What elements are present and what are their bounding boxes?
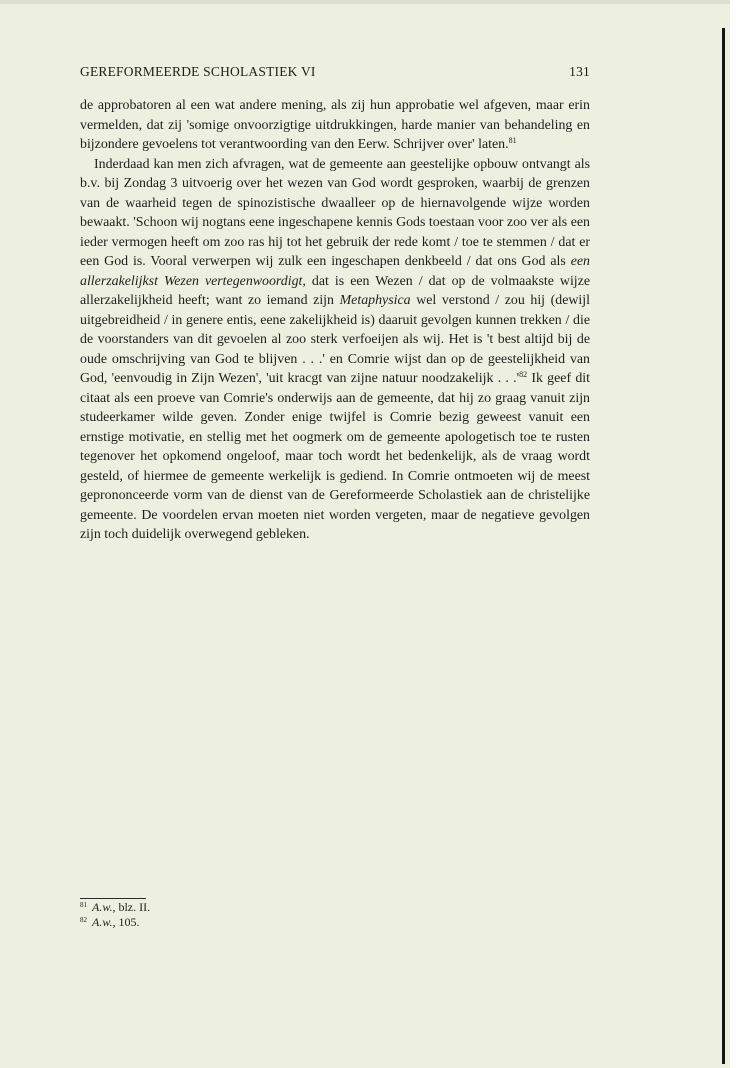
- footnote-text: blz. II.: [118, 900, 151, 914]
- footnote-ref: A.w.,: [92, 900, 116, 914]
- footnote-ref-81: 81: [508, 136, 517, 145]
- paragraph-2-part-c: wel verstond / zou hij (dewijl uitgebreidheid / in genere entis, eene zakelijkheid is) daaruit gevolgen kunnen trekken / die de voorstanders van dit gevoelen al zoo sterk verfoeijen als wij. Het is 't best altijd bij de oude omschrijving van God te blijven . . .' en Comrie wijst dan op de geestelijkheid van God, 'eenvoudig in Zijn Wezen', 'uit kracgt van zijne natuur noodzakelijk . . .': [80, 293, 590, 386]
- italic-metaphysica: Metaphysica: [339, 293, 411, 308]
- paragraph-1-text: de approbatoren al een wat andere mening, als zij hun approbatie wel afgeven, maar erin vermelden, dat zij 'somige onvoorzigtige uitdrukkingen, harde manier van behandeling en bijzondere gevoelens tot verantwoording van den Eerw. Schrijver over' laten.: [80, 98, 590, 152]
- footnote-number: 82: [80, 916, 87, 924]
- footnote-text: 105.: [118, 915, 140, 929]
- paragraph-2-part-a: Inderdaad kan men zich afvragen, wat de gemeente aan geestelijke opbouw ontvangt als b.v. bij Zondag 3 uitvoerig over het wezen van God wordt gesproken, waarbij de grenzen van de waarheid tegen de spinozistische dwaalleer op de hiernavolgende wijze worden bewaakt. 'Schoon wij nogtans eene ingeschapene kennis Gods toestaan voor zoo ver als een ieder vermogen heeft om zoo ras hij tot het gebruik der rede komt / toe te stemmen / dat er een God is. Vooral verwerpen wij zulk een ingeschapen denkbeeld / dat ons God als: [80, 156, 590, 269]
- main-text: [80, 96, 590, 545]
- footnote-divider: [80, 898, 146, 899]
- page-number: 131: [569, 64, 590, 79]
- page-top-edge: [0, 0, 738, 4]
- page-right-margin: [730, 0, 738, 1068]
- footnote: [80, 915, 380, 930]
- book-spine-shadow: [722, 28, 725, 1064]
- running-header: [80, 64, 590, 80]
- footnote-ref: A.w.,: [92, 915, 116, 929]
- footnote-number: 81: [80, 901, 87, 909]
- paragraph-2-part-d: Ik geef dit citaat als een proeve van Comrie's onderwijs aan de gemeente, dat hij zo graag vanuit zijn studeerkamer wilde geven. Zonder enige twijfel is Comrie bezig geweest vanuit een ernstige motivatie, en stellig met het oogmerk om de gemeente apologetisch toe te rusten tegenover het opkomend ongeloof, maar toch wordt het bedenkelijk, als de vraag wordt gesteld, of hiermee de gemeente werkelijk is gediend. In Comrie ontmoeten wij de meest geprononceerde vorm van de dienst van de Gereformeerde Scholastiek aan de christelijke gemeente. De voordelen ervan moeten niet worden vergeten, maar de negatieve gevolgen zijn toch duidelijk overwegend gebleken.: [80, 371, 590, 542]
- footnote-ref-82: 82: [519, 370, 528, 379]
- italic-phrase-wezen: een allerzakelijkst Wezen vertegenwoordigt,: [80, 254, 590, 289]
- footnotes: [80, 900, 380, 930]
- paragraph-2: [80, 155, 590, 545]
- footnote: [80, 900, 380, 915]
- paragraph-2-part-b: dat is een Wezen / dat op de volmaakste wijze allerzakelijkheid heeft; want zo iemand zijn: [80, 273, 590, 308]
- running-title: GEREFORMEERDE SCHOLASTIEK VI: [80, 64, 316, 79]
- paragraph-1: [80, 96, 590, 155]
